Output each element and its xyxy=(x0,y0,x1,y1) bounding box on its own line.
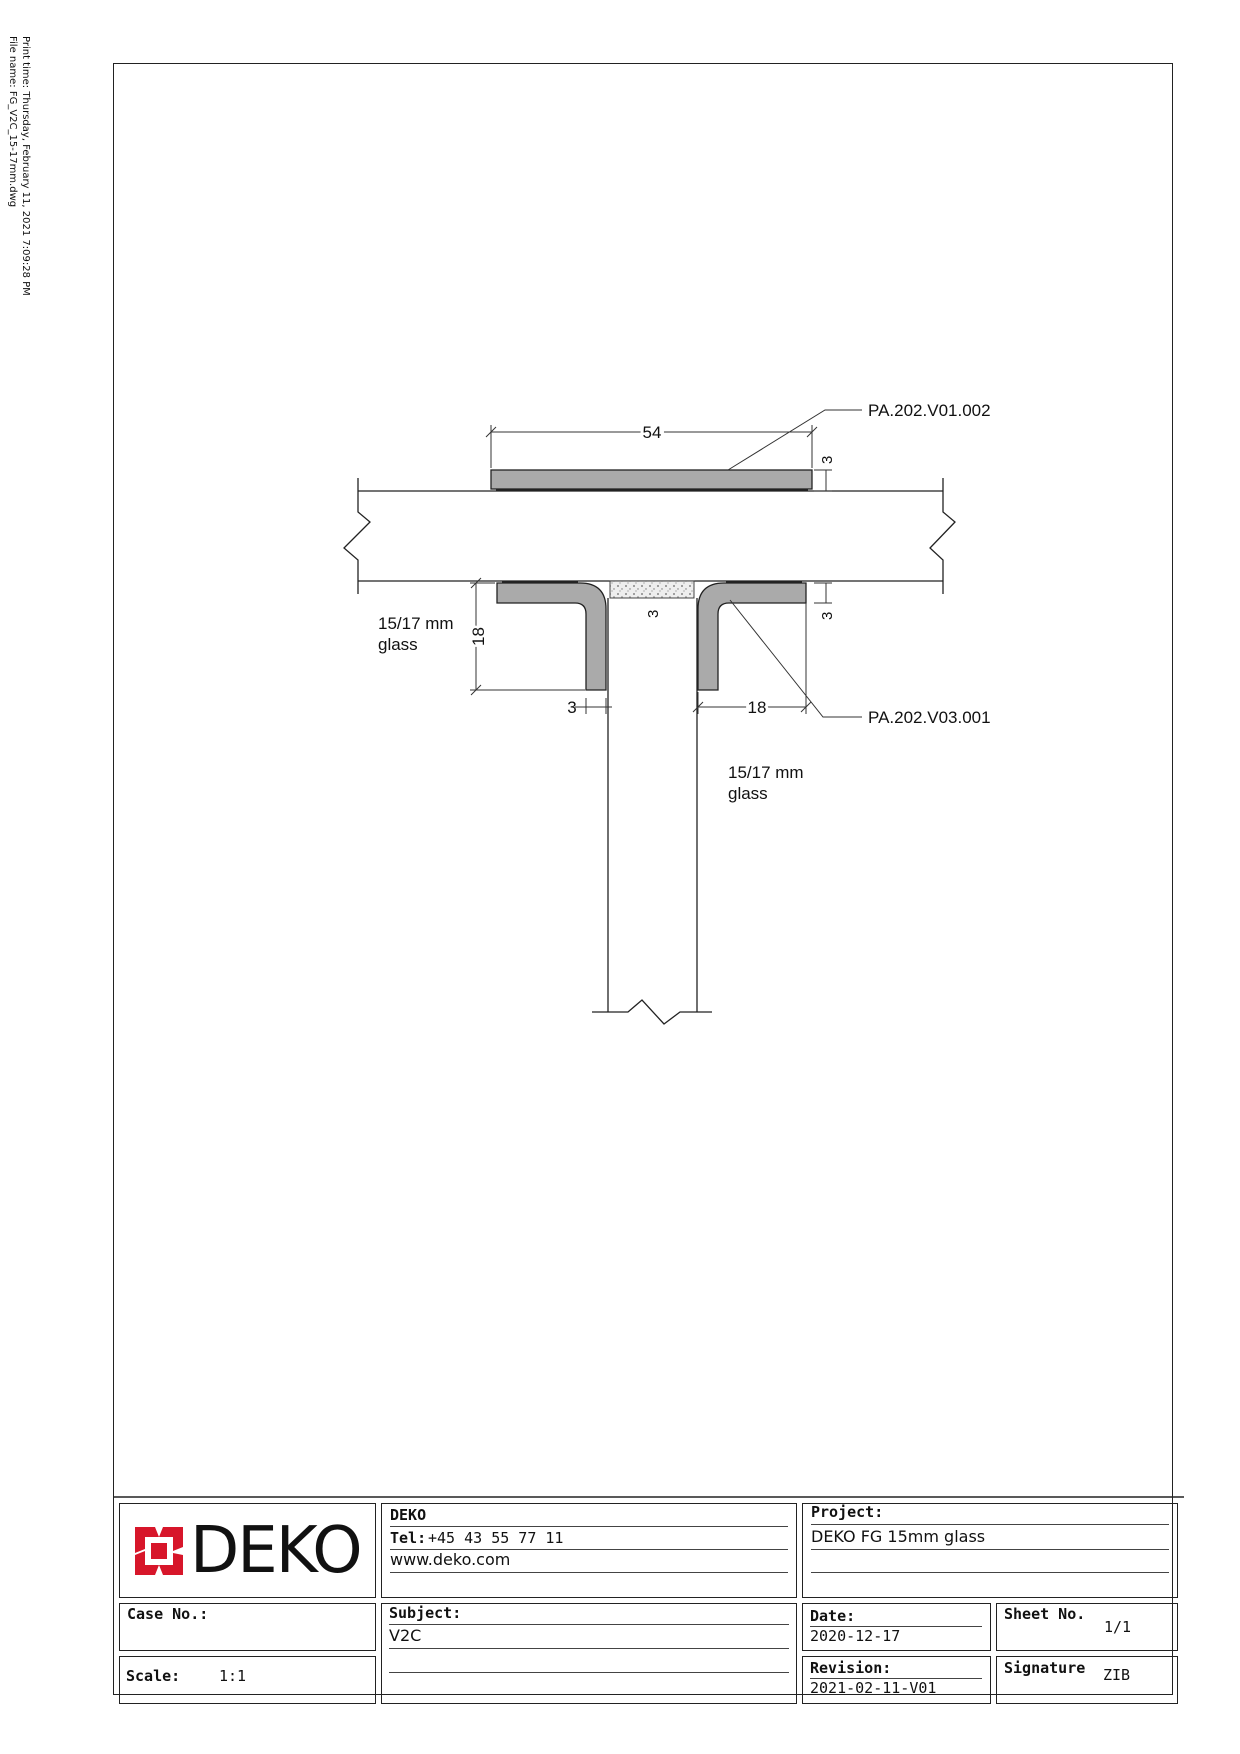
date-value: 2020-12-17 xyxy=(810,1627,901,1645)
file-name: File name: FG_V2C_15-17mm.dwg xyxy=(7,36,18,208)
print-time: Print time: Thursday, February 11, 2021 7:09:28 PM xyxy=(20,36,31,296)
subject-rule-1 xyxy=(389,1624,789,1625)
date-label: Date: xyxy=(810,1607,856,1625)
top-plate xyxy=(491,470,812,490)
glass-label-left-line2: glass xyxy=(378,635,418,654)
case-label: Case No.: xyxy=(127,1605,209,1623)
gasket xyxy=(610,581,694,598)
right-angle-bracket xyxy=(698,582,806,690)
company-rule-1 xyxy=(390,1526,788,1527)
sheet-value: 1/1 xyxy=(1104,1618,1132,1636)
sheet-label: Sheet No. xyxy=(1004,1605,1086,1623)
dim-left-height: 18 xyxy=(469,627,488,646)
subject-rule-3 xyxy=(389,1672,789,1673)
deko-logo-icon xyxy=(135,1527,183,1575)
project-value: DEKO FG 15mm glass xyxy=(811,1527,986,1546)
subject-label: Subject: xyxy=(389,1604,462,1622)
subject-rule-2 xyxy=(389,1648,789,1649)
part-label-bracket: PA.202.V03.001 xyxy=(868,708,991,727)
vertical-glass-panel xyxy=(592,598,712,1024)
logo-wordmark: DEKO xyxy=(190,1514,361,1588)
dim-right-width: 18 xyxy=(747,698,767,717)
dim-top-height: 3 xyxy=(819,455,836,464)
project-rule-1 xyxy=(811,1524,1169,1525)
signature-value: ZIB xyxy=(1103,1666,1131,1684)
dim-center-gap: 3 xyxy=(645,609,662,618)
dim-left-thickness: 3 xyxy=(567,698,577,717)
tel-value: +45 43 55 77 11 xyxy=(428,1529,564,1547)
revision-label: Revision: xyxy=(810,1659,892,1677)
glass-label-right-line2: glass xyxy=(728,784,768,803)
glass-label-right-line1: 15/17 mm xyxy=(728,763,804,782)
subject-value: V2C xyxy=(389,1626,422,1645)
scale-label: Scale: xyxy=(126,1667,181,1685)
company-name: DEKO xyxy=(390,1506,427,1524)
project-rule-2 xyxy=(811,1549,1169,1550)
horizontal-glass-panel xyxy=(344,478,955,594)
dim-top-width: 54 xyxy=(642,423,662,442)
dim-right-gap: 3 xyxy=(819,611,836,620)
glass-label-left-line1: 15/17 mm xyxy=(378,614,454,633)
project-label: Project: xyxy=(811,1503,884,1521)
scale-value: 1:1 xyxy=(219,1667,247,1685)
tel-label: Tel: xyxy=(390,1529,427,1547)
signature-label: Signature xyxy=(1004,1659,1086,1677)
project-rule-3 xyxy=(811,1572,1169,1573)
company-rule-3 xyxy=(390,1572,788,1573)
dimension-lines xyxy=(470,410,862,717)
website-link[interactable]: www.deko.com xyxy=(390,1550,511,1569)
part-label-top-plate: PA.202.V01.002 xyxy=(868,401,991,420)
revision-value: 2021-02-11-V01 xyxy=(810,1679,937,1697)
left-angle-bracket xyxy=(497,582,606,690)
